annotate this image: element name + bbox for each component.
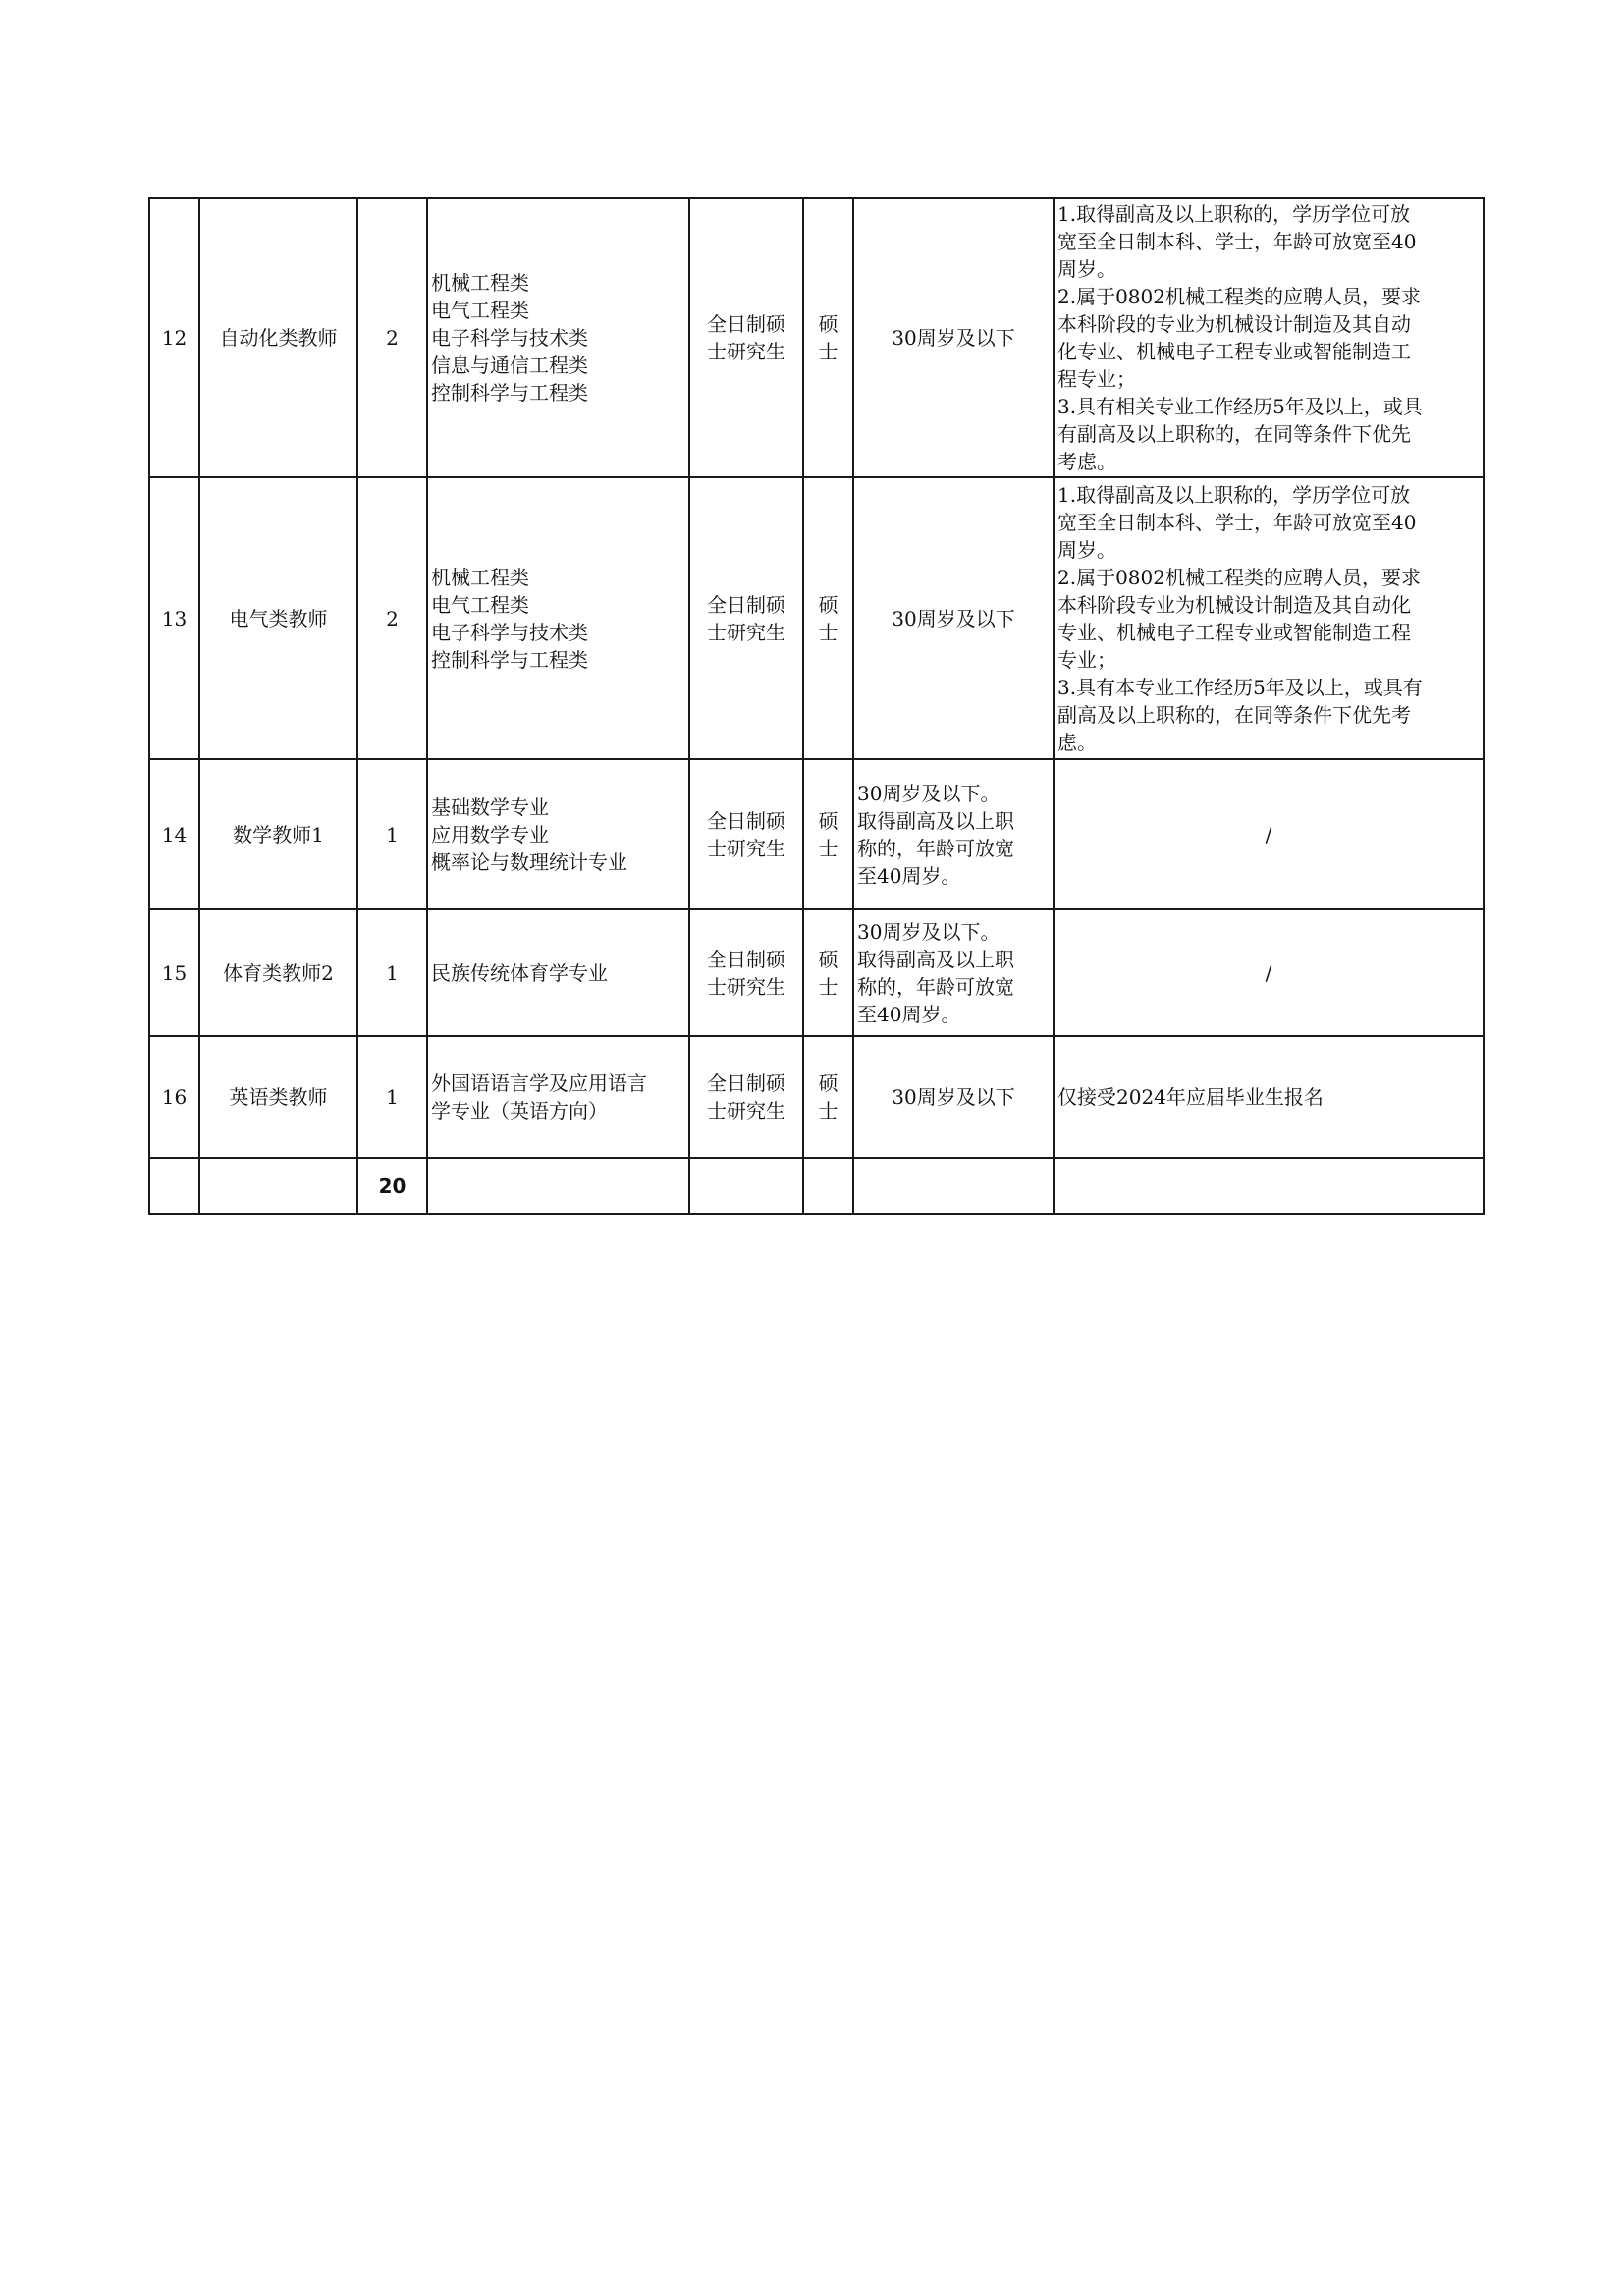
requirement-line: / <box>1265 822 1272 847</box>
position-name: 电气类教师 <box>229 606 328 630</box>
requirement-line: 3.具有相关专业工作经历5年及以上，或具 <box>1057 395 1423 418</box>
requirement-line: 专业、机械电子工程专业或智能制造工程 <box>1057 620 1411 644</box>
requirement-line-lines <box>1057 821 1480 848</box>
position-count: 2 <box>386 326 399 350</box>
position-name: 体育类教师2 <box>223 960 334 985</box>
education-cell <box>689 909 803 1036</box>
majors-cell <box>427 1036 689 1158</box>
degree-cell <box>803 909 853 1036</box>
age-line: 称的，年龄可放宽 <box>857 836 1014 860</box>
education-line-lines <box>693 807 799 862</box>
age-line: 取得副高及以上职 <box>857 808 1014 833</box>
majors-cell <box>427 759 689 909</box>
table-body <box>149 198 1484 1214</box>
major-line: 电子科学与技术类 <box>431 326 588 350</box>
degree-line: 士 <box>818 620 839 644</box>
education-line-lines <box>693 310 799 365</box>
age-line-lines <box>857 780 1050 890</box>
major-line: 应用数学专业 <box>431 822 549 847</box>
education-line: 士研究生 <box>707 974 785 999</box>
requirement-line-lines <box>1057 200 1480 475</box>
position-cell <box>199 477 357 759</box>
requirement-line: 宽至全日制本科、学士，年龄可放宽至40 <box>1057 230 1417 253</box>
count-cell <box>357 1036 427 1158</box>
age-cell <box>853 909 1054 1036</box>
count-cell <box>357 759 427 909</box>
table-row <box>149 477 1484 759</box>
degree-line-lines <box>807 591 849 646</box>
count-cell <box>357 909 427 1036</box>
major-line: 机械工程类 <box>431 565 529 589</box>
table-row <box>149 198 1484 477</box>
row-number-cell <box>149 477 199 759</box>
requirement-line: 宽至全日制本科、学士，年龄可放宽至40 <box>1057 510 1417 534</box>
major-line: 概率论与数理统计专业 <box>431 849 627 874</box>
major-line: 学专业（英语方向） <box>431 1099 608 1122</box>
requirement-line: 2.属于0802机械工程类的应聘人员，要求 <box>1057 285 1421 308</box>
majors-cell <box>427 198 689 477</box>
position-count: 1 <box>386 1085 399 1109</box>
age-line-lines <box>857 1083 1050 1111</box>
age-cell <box>853 198 1054 477</box>
table-row <box>149 759 1484 909</box>
major-line: 控制科学与工程类 <box>431 647 588 672</box>
requirement-line: / <box>1265 960 1272 985</box>
degree-line: 士 <box>818 340 839 363</box>
major-line: 电子科学与技术类 <box>431 620 588 644</box>
age-line: 30周岁及以下。 <box>857 781 1001 805</box>
degree-line-lines <box>807 946 849 1001</box>
age-cell <box>853 477 1054 759</box>
age-line-lines <box>857 605 1050 632</box>
count-cell <box>357 477 427 759</box>
major-line: 电气工程类 <box>431 592 529 617</box>
majors-cell <box>427 909 689 1036</box>
empty-cell <box>199 1158 357 1214</box>
degree-line: 硕 <box>818 592 839 617</box>
education-cell <box>689 1036 803 1158</box>
requirement-line: 1.取得副高及以上职称的，学历学位可放 <box>1057 482 1411 507</box>
majors-cell <box>427 477 689 759</box>
row-number: 15 <box>161 960 188 985</box>
major-line: 控制科学与工程类 <box>431 381 588 405</box>
age-line: 称的，年龄可放宽 <box>857 974 1014 999</box>
table-row <box>149 909 1484 1036</box>
age-line: 至40周岁。 <box>857 1002 961 1026</box>
degree-cell <box>803 759 853 909</box>
major-line: 机械工程类 <box>431 271 529 295</box>
degree-cell <box>803 477 853 759</box>
education-cell <box>689 477 803 759</box>
education-cell <box>689 759 803 909</box>
position-name: 自动化类教师 <box>219 326 338 350</box>
position-cell <box>199 198 357 477</box>
major-line: 信息与通信工程类 <box>431 354 588 377</box>
position-name: 数学教师1 <box>233 822 324 847</box>
education-line-lines <box>693 946 799 1001</box>
empty-cell <box>853 1158 1054 1214</box>
requirement-line-lines <box>1057 481 1480 756</box>
position-count: 1 <box>386 960 399 985</box>
age-line: 取得副高及以上职 <box>857 947 1014 971</box>
education-line: 全日制硕 <box>707 312 785 336</box>
requirement-line-lines <box>1057 959 1480 987</box>
row-number-cell <box>149 1036 199 1158</box>
major-line: 民族传统体育学专业 <box>431 960 608 985</box>
empty-cell <box>149 1158 199 1214</box>
requirement-line: 仅接受2024年应届毕业生报名 <box>1057 1085 1324 1109</box>
row-number: 13 <box>161 606 188 630</box>
major-line-lines <box>431 269 685 407</box>
requirement-line: 本科阶段的专业为机械设计制造及其自动 <box>1057 312 1411 336</box>
position-count: 1 <box>386 822 399 847</box>
row-number-cell <box>149 198 199 477</box>
degree-line-lines <box>807 1069 849 1124</box>
requirement-line: 化专业、机械电子工程专业或智能制造工 <box>1057 340 1411 363</box>
requirement-line: 副高及以上职称的，在同等条件下优先考 <box>1057 702 1411 727</box>
empty-cell <box>689 1158 803 1214</box>
education-line: 全日制硕 <box>707 808 785 833</box>
requirement-line: 本科阶段专业为机械设计制造及其自动化 <box>1057 592 1411 617</box>
requirement-line: 1.取得副高及以上职称的，学历学位可放 <box>1057 202 1411 226</box>
position-cell <box>199 759 357 909</box>
degree-line: 硕 <box>818 947 839 971</box>
major-line-lines <box>431 1069 685 1124</box>
education-line: 士研究生 <box>707 620 785 644</box>
requirement-line-lines <box>1057 1083 1480 1111</box>
major-line-lines <box>431 959 685 987</box>
empty-cell <box>1054 1158 1484 1214</box>
degree-line: 士 <box>818 836 839 860</box>
requirement-line: 周岁。 <box>1057 537 1116 562</box>
degree-line: 硕 <box>818 808 839 833</box>
requirement-line: 周岁。 <box>1057 257 1116 281</box>
age-cell <box>853 759 1054 909</box>
requirements-cell <box>1054 909 1484 1036</box>
education-line: 全日制硕 <box>707 1071 785 1095</box>
row-number: 16 <box>161 1085 188 1109</box>
age-line: 30周岁及以下。 <box>857 919 1001 944</box>
requirement-line: 2.属于0802机械工程类的应聘人员，要求 <box>1057 565 1421 589</box>
count-cell <box>357 198 427 477</box>
requirement-line: 考虑。 <box>1057 450 1116 473</box>
education-line-lines <box>693 1069 799 1124</box>
row-number: 14 <box>161 822 188 847</box>
major-line-lines <box>431 793 685 876</box>
total-row <box>149 1158 1484 1214</box>
age-line: 30周岁及以下 <box>892 606 1015 630</box>
requirement-line: 有副高及以上职称的，在同等条件下优先 <box>1057 422 1411 446</box>
total-count-cell <box>357 1158 427 1214</box>
position-cell <box>199 909 357 1036</box>
row-number-cell <box>149 909 199 1036</box>
age-line-lines <box>857 324 1050 352</box>
requirement-line: 3.具有本专业工作经历5年及以上，或具有 <box>1057 675 1423 699</box>
major-line: 外国语语言学及应用语言 <box>431 1071 647 1095</box>
education-line: 士研究生 <box>707 836 785 860</box>
requirement-line: 虑。 <box>1057 730 1097 754</box>
age-line: 30周岁及以下 <box>892 1085 1015 1109</box>
row-number-cell <box>149 759 199 909</box>
education-line: 全日制硕 <box>707 947 785 971</box>
age-line-lines <box>857 918 1050 1028</box>
major-line-lines <box>431 564 685 674</box>
education-line-lines <box>693 591 799 646</box>
empty-cell <box>427 1158 689 1214</box>
table-row <box>149 1036 1484 1158</box>
age-line: 至40周岁。 <box>857 863 961 888</box>
major-line: 基础数学专业 <box>431 794 549 819</box>
education-line: 全日制硕 <box>707 592 785 617</box>
requirements-cell <box>1054 477 1484 759</box>
education-line: 士研究生 <box>707 340 785 363</box>
requirements-cell <box>1054 759 1484 909</box>
major-line: 电气工程类 <box>431 299 529 322</box>
total-count: 20 <box>378 1174 406 1198</box>
requirement-line: 专业； <box>1057 647 1116 672</box>
requirements-cell <box>1054 1036 1484 1158</box>
degree-line: 士 <box>818 1099 839 1122</box>
degree-line: 硕 <box>818 1071 839 1095</box>
education-cell <box>689 198 803 477</box>
age-cell <box>853 1036 1054 1158</box>
position-name: 英语类教师 <box>229 1085 328 1109</box>
degree-line: 士 <box>818 974 839 999</box>
position-cell <box>199 1036 357 1158</box>
recruitment-table <box>148 197 1485 1215</box>
position-count: 2 <box>386 606 399 630</box>
degree-line-lines <box>807 807 849 862</box>
row-number: 12 <box>161 326 188 350</box>
education-line: 士研究生 <box>707 1099 785 1122</box>
age-line: 30周岁及以下 <box>892 326 1015 350</box>
requirements-cell <box>1054 198 1484 477</box>
degree-cell <box>803 1036 853 1158</box>
degree-cell <box>803 198 853 477</box>
requirement-line: 程专业； <box>1057 367 1136 391</box>
degree-line-lines <box>807 310 849 365</box>
degree-line: 硕 <box>818 312 839 336</box>
empty-cell <box>803 1158 853 1214</box>
